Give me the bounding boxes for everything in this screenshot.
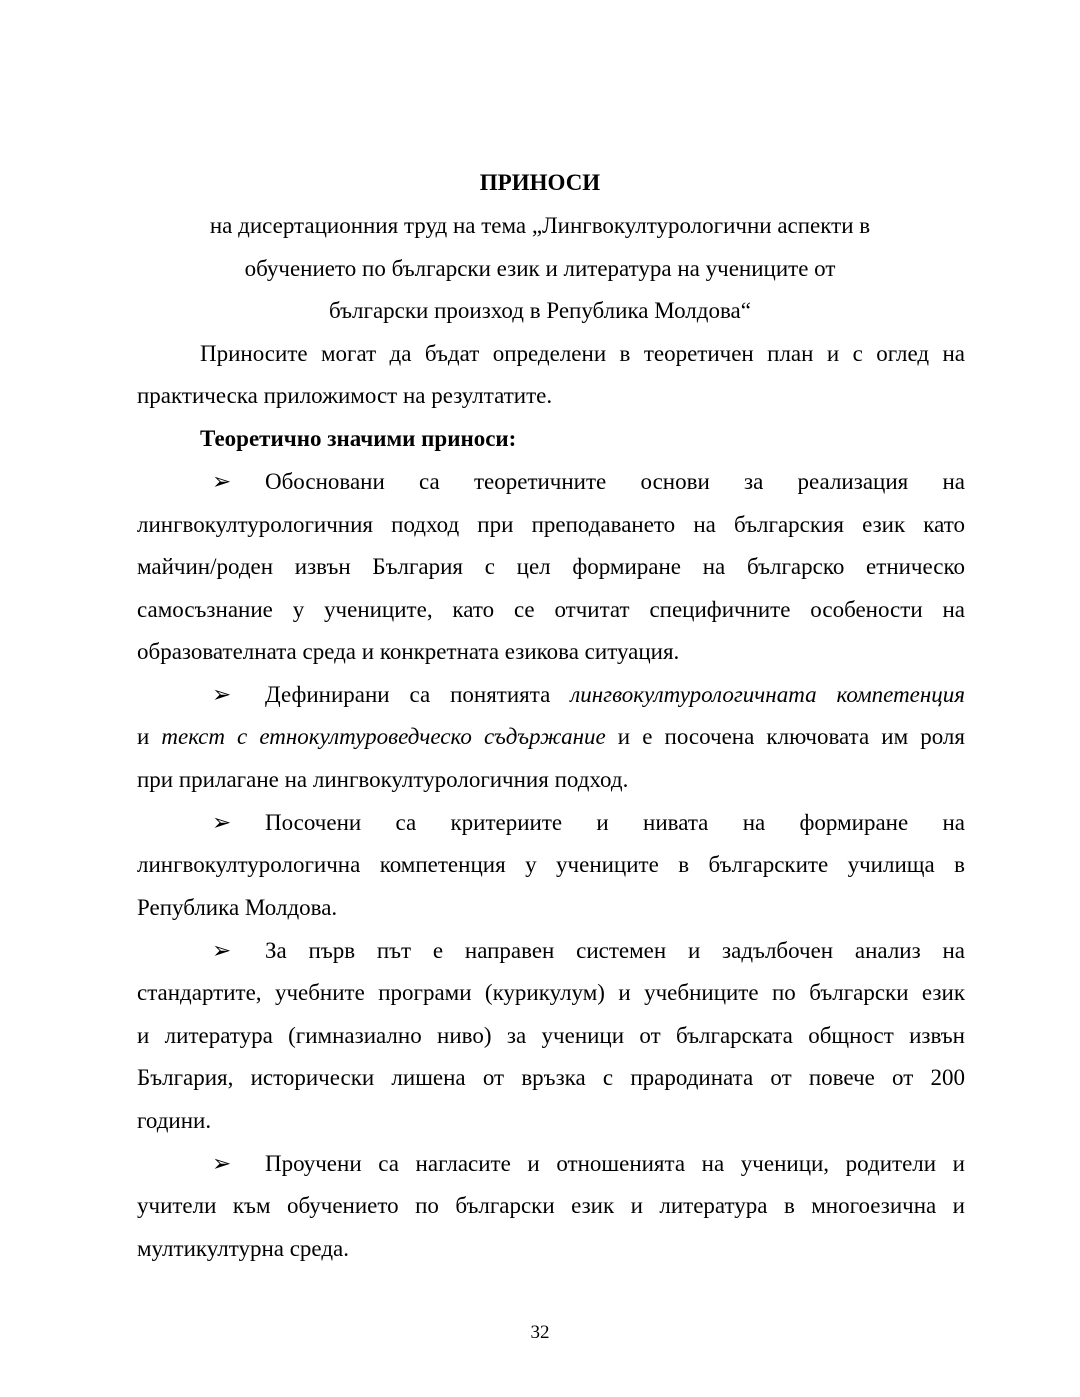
contribution-line: майчин/роден извън България с цел формиране на българско етническо — [137, 554, 965, 579]
contribution-line: лингвокултурологичния подход при преподаването на българския език като — [137, 512, 965, 537]
contribution-text: Дефинирани са понятията — [265, 682, 551, 707]
subtitle-line: на дисертационния труд на тема „Лингвокултурологични аспекти в — [209, 213, 871, 238]
contribution-line: За първ път е направен системен и задълбочен анализ на — [265, 938, 965, 963]
bullet-arrow-icon: ➢ — [212, 682, 232, 707]
term-italic: лингвокултурологичната компетенция — [570, 682, 965, 707]
contribution-line: и литература (гимназиално ниво) за ученици от българската общност извън — [137, 1023, 965, 1048]
contribution-line: стандартите, учебните програми (курикулум) и учебниците по български език — [137, 980, 965, 1005]
contribution-line: години. — [137, 1108, 212, 1133]
contribution-line — [137, 722, 965, 752]
subtitle-line: обучението по български език и литература на учениците от — [244, 256, 836, 281]
bullet-arrow-icon: ➢ — [212, 1151, 232, 1176]
page-title: ПРИНОСИ — [479, 170, 601, 195]
contribution-line: Обосновани са теоретичните основи за реализация на — [265, 469, 965, 494]
contribution-line: лингвокултурологична компетенция у учениците в българските училища в — [137, 852, 965, 877]
term-italic: текст с етнокултуроведческо съдържание — [161, 724, 606, 749]
contribution-line: Република Молдова. — [137, 895, 338, 920]
contribution-line — [265, 680, 965, 710]
bullet-arrow-icon: ➢ — [212, 810, 232, 835]
contribution-line: образователната среда и конкретната езикова ситуация. — [137, 639, 680, 664]
contribution-text: и — [137, 724, 150, 749]
intro-line: Приносите могат да бъдат определени в теоретичен план и с оглед на — [200, 341, 965, 366]
subtitle-line: български произход в Република Молдова“ — [329, 298, 751, 323]
contribution-line: при прилагане на лингвокултурологичния подход. — [137, 767, 629, 792]
contribution-line: учители към обучението по български език и литература в многоезична и — [137, 1193, 965, 1218]
intro-line: практическа приложимост на резултатите. — [137, 383, 553, 408]
contribution-text: и е посочена ключовата им роля — [617, 724, 965, 749]
contribution-line: мултикултурна среда. — [137, 1236, 349, 1261]
contribution-line: Посочени са критериите и нивата на формиране на — [265, 810, 965, 835]
section-heading: Теоретично значими приноси: — [200, 426, 517, 451]
page-number: 32 — [530, 1322, 550, 1343]
contribution-line: самосъзнание у учениците, като се отчитат специфичните особености на — [137, 597, 965, 622]
bullet-arrow-icon: ➢ — [212, 469, 232, 494]
contribution-line: България, исторически лишена от връзка с прародината от повече от 200 — [137, 1065, 965, 1090]
contribution-line: Проучени са нагласите и отношенията на ученици, родители и — [265, 1151, 965, 1176]
bullet-arrow-icon: ➢ — [212, 938, 232, 963]
